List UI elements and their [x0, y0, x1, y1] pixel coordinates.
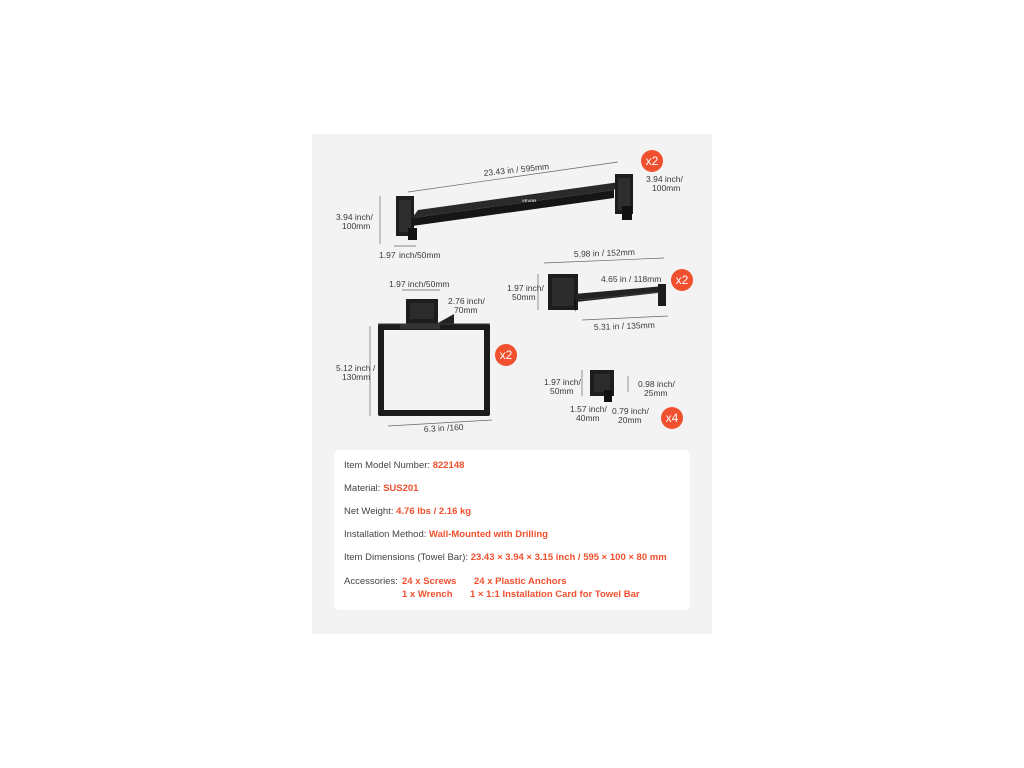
robe-hook-hook-label-2: 20mm	[618, 415, 642, 425]
towel-ring-badge-text: x2	[499, 348, 513, 362]
spec-model-value: 822148	[432, 460, 465, 471]
robe-hook-badge-text: x4	[665, 411, 679, 425]
paper-holder-depth-label: 5.31 in / 135mm	[593, 319, 655, 332]
spec-weight-row	[344, 506, 471, 517]
spec-install-row	[344, 529, 548, 540]
spec-install-value: Wall-Mounted with Drilling	[429, 529, 548, 540]
spec-accessory-item: 1 × 1:1 Installation Card for Towel Bar	[470, 589, 640, 600]
paper-holder-quantity-badge	[671, 269, 693, 291]
paper-holder-height-label: 1.97 inch/	[507, 283, 544, 293]
spec-dimensions-label: Item Dimensions (Towel Bar):	[344, 552, 469, 563]
spec-dimensions-row	[344, 552, 667, 563]
towel-bar-height-label: 3.94 inch/	[336, 212, 373, 222]
robe-hook-depth-label: 0.98 inch/	[638, 379, 675, 389]
dimension-diagram	[312, 134, 712, 450]
spec-model-row	[344, 460, 464, 471]
spec-accessory-item: 1 x Wrench	[402, 589, 453, 600]
spec-model-label: Item Model Number:	[344, 460, 431, 471]
robe-hook-illustration	[590, 370, 614, 402]
towel-bar-base-width-label-2: inch/50mm	[399, 250, 441, 260]
robe-hook-hook-label: 0.79 inch/	[612, 406, 649, 416]
spec-info-panel	[334, 450, 690, 610]
towel-bar-illustration	[396, 174, 633, 240]
towel-bar-base-width-label: 1.97	[379, 250, 396, 260]
towel-ring-height-label: 5.12 inch /	[336, 363, 376, 373]
towel-bar-brand: VEVOR	[522, 198, 537, 203]
spec-accessory-item: 24 x Plastic Anchors	[474, 576, 567, 587]
paper-holder-badge-text: x2	[675, 273, 689, 287]
robe-hook-height-label: 1.97 inch/	[544, 377, 581, 387]
towel-ring-width-label: 6.3 in /160	[423, 421, 464, 434]
spec-install-label: Installation Method:	[344, 529, 427, 540]
paper-holder-arm-length-label: 4.65 in / 118mm	[601, 274, 662, 284]
towel-ring-mount-depth-label: 2.76 inch/	[448, 296, 485, 306]
paper-holder-height-label-2: 50mm	[512, 292, 536, 302]
robe-hook-depth-label-2: 25mm	[644, 388, 668, 398]
towel-bar-quantity-badge	[641, 150, 663, 172]
robe-hook-quantity-badge	[661, 407, 683, 429]
towel-ring-quantity-badge	[495, 344, 517, 366]
spec-accessories-label: Accessories:	[344, 576, 398, 587]
towel-bar-depth-label: 3.94 inch/	[646, 174, 683, 184]
spec-material-value: SUS201	[383, 483, 419, 494]
robe-hook-width-label-2: 40mm	[576, 413, 600, 423]
towel-bar-height-label-2: 100mm	[342, 221, 371, 231]
robe-hook-height-label-2: 50mm	[550, 386, 574, 396]
towel-ring-mount-depth-label-2: 70mm	[454, 305, 478, 315]
spec-weight-label: Net Weight:	[344, 506, 394, 517]
spec-material-label: Material:	[344, 483, 381, 494]
spec-accessory-item: 24 x Screws	[402, 576, 457, 587]
towel-ring-mount-width-label: 1.97 inch/50mm	[389, 279, 450, 289]
towel-ring-illustration	[378, 299, 490, 416]
towel-ring-height-label-2: 130mm	[342, 372, 371, 382]
spec-material-row	[344, 483, 418, 494]
robe-hook-width-label: 1.57 inch/	[570, 404, 607, 414]
towel-bar-length-label: 23.43 in / 595mm	[483, 161, 550, 178]
towel-bar-depth-label-2: 100mm	[652, 183, 681, 193]
towel-bar-badge-text: x2	[645, 154, 659, 168]
spec-dimensions-value: 23.43 × 3.94 × 3.15 inch / 595 × 100 × 80 mm	[470, 552, 667, 563]
spec-weight-value: 4.76 lbs / 2.16 kg	[396, 506, 472, 517]
product-spec-card	[312, 134, 712, 634]
paper-holder-total-width-label: 5.98 in / 152mm	[573, 246, 635, 259]
